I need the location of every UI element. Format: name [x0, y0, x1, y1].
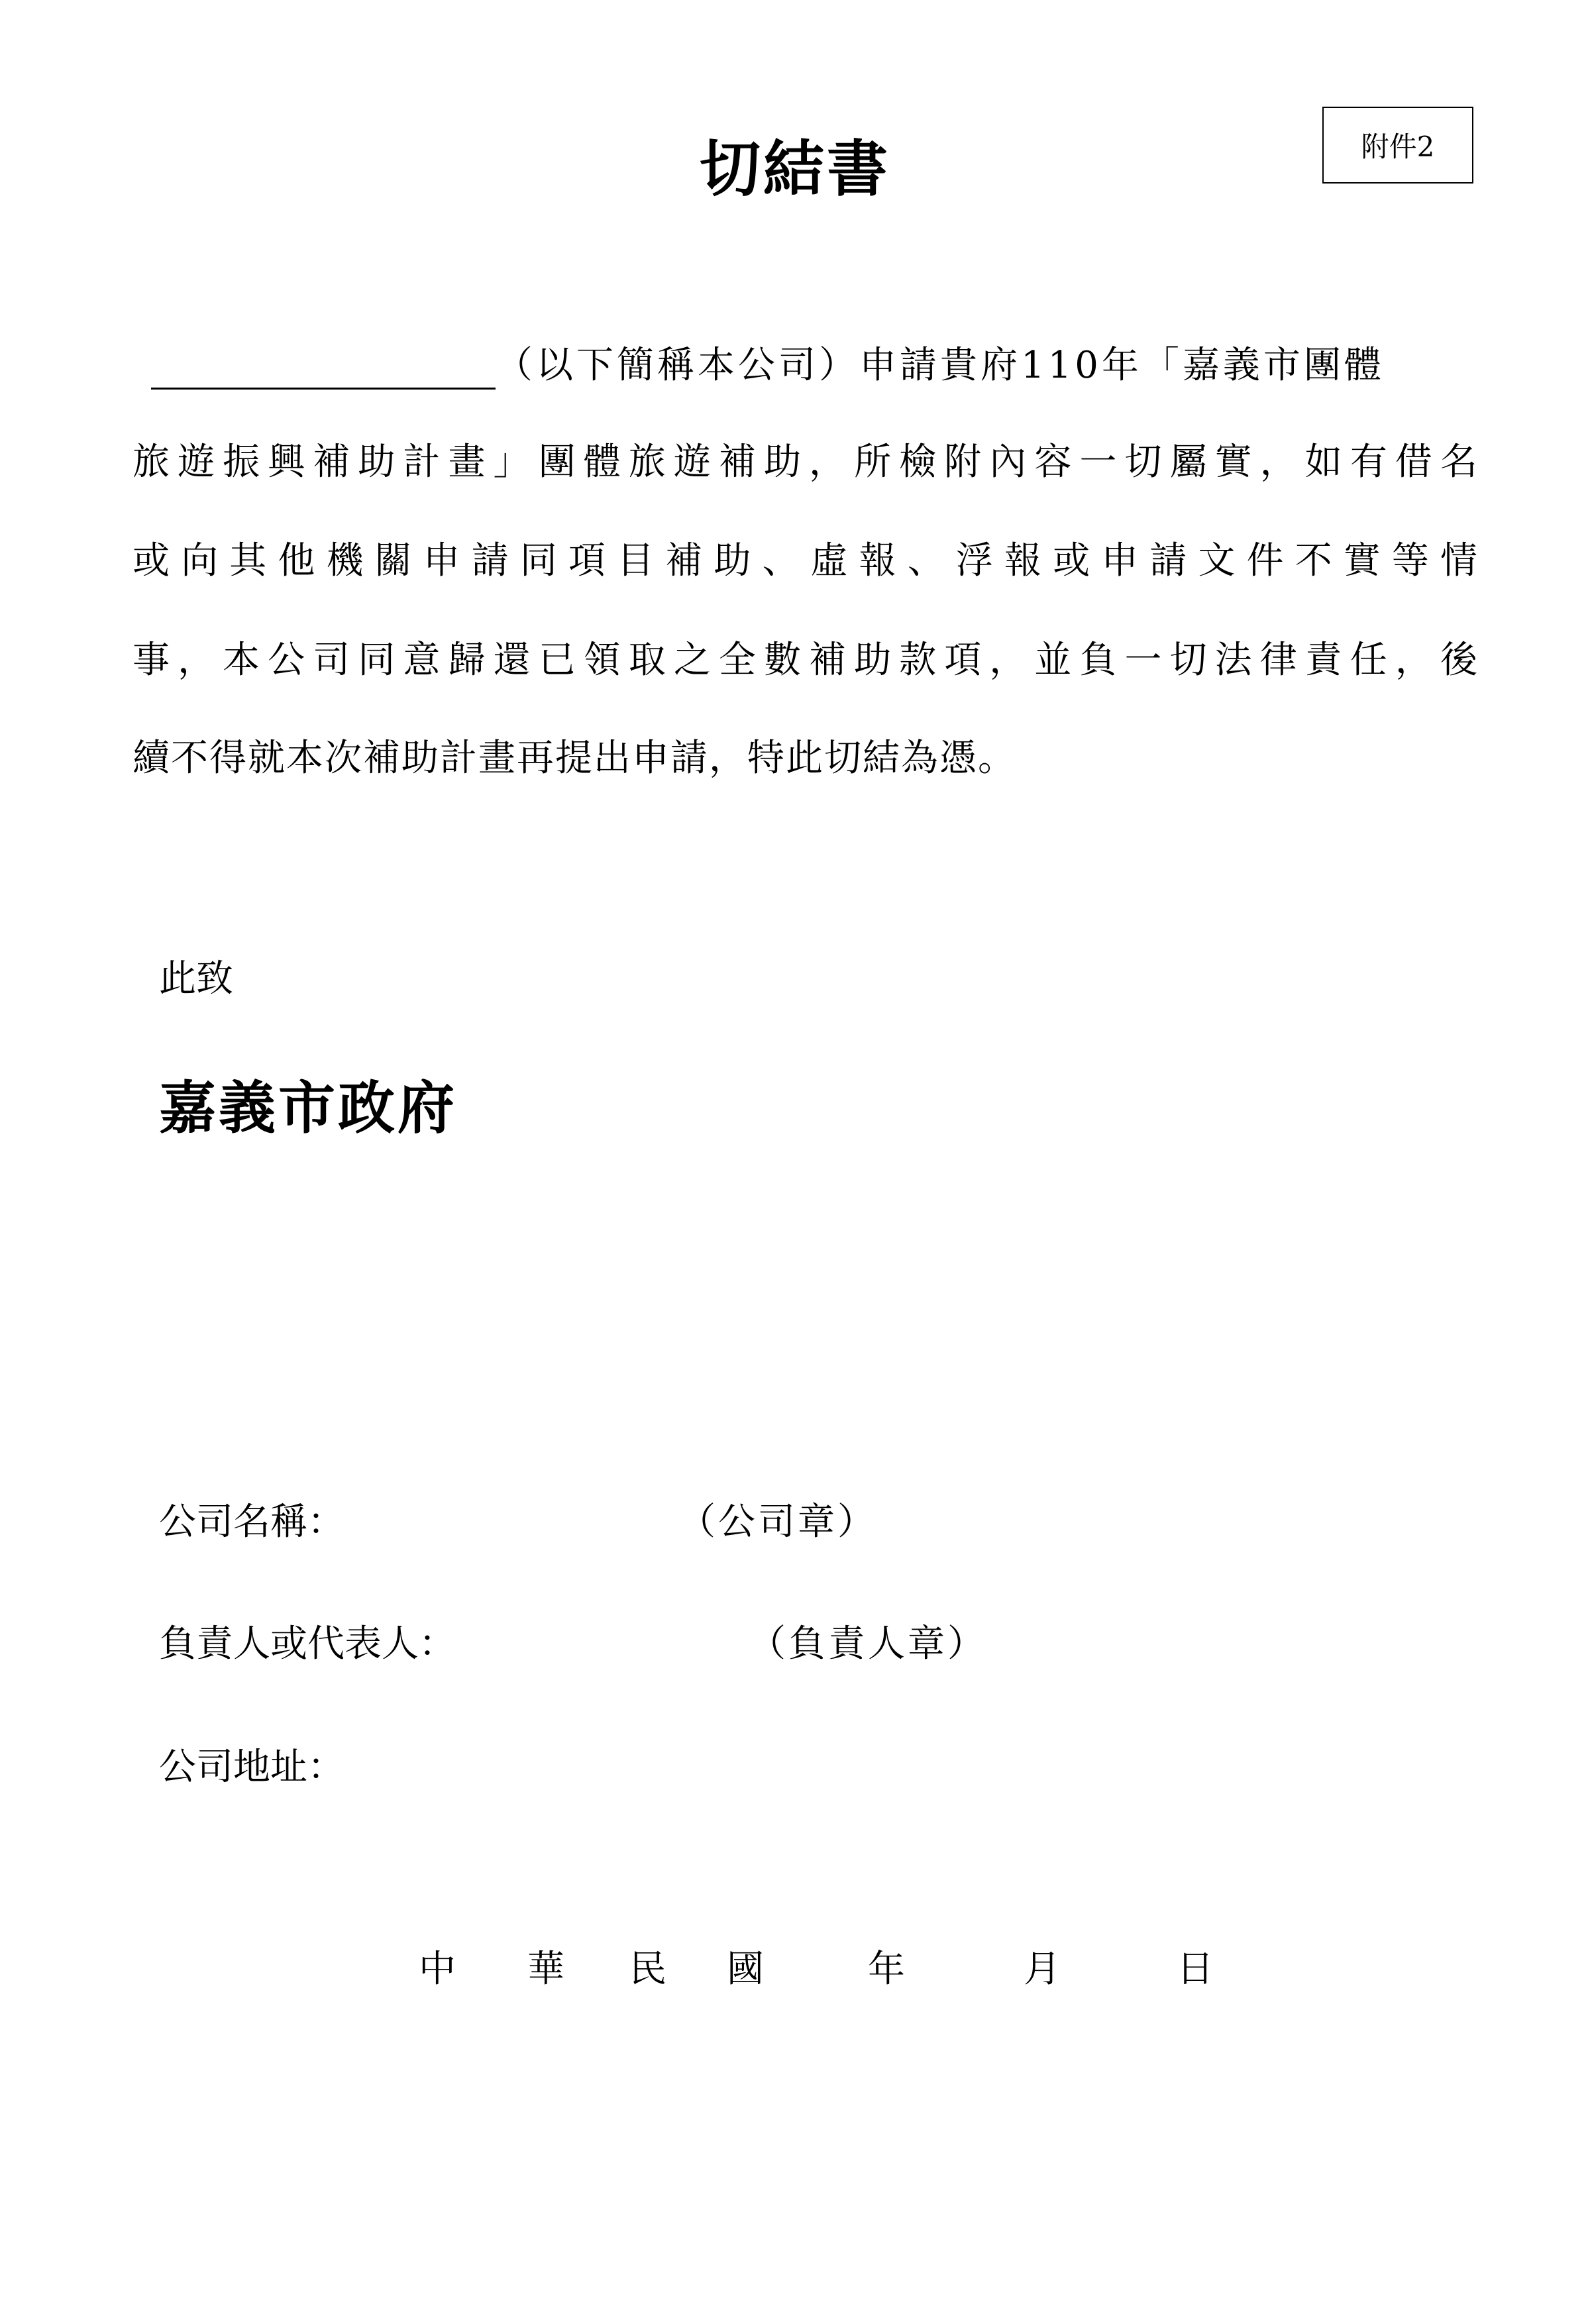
company-name-blank[interactable]	[151, 350, 496, 390]
closing-phrase: 此致	[159, 957, 233, 1000]
date-year: 年	[868, 1948, 905, 1991]
date-month: 月	[1024, 1948, 1061, 1991]
date-zhong: 中	[419, 1948, 456, 1991]
representative-seal-label: （負責人章）	[749, 1622, 987, 1665]
recipient: 嘉義市政府	[159, 1075, 457, 1141]
representative-label: 負責人或代表人：	[159, 1622, 456, 1665]
paragraph-line-4: 事，本公司同意歸還已領取之全數補助款項，並負一切法律責任，後	[132, 639, 1477, 682]
paragraph-line-3: 或向其他機關申請同項目補助、虛報、浮報或申請文件不實等情	[132, 539, 1477, 582]
paragraph-line-1	[132, 342, 1477, 390]
paragraph-line-5: 續不得就本次補助計畫再提出申請，特此切結為憑。	[132, 737, 1016, 780]
company-seal-label: （公司章）	[678, 1501, 877, 1544]
date-guo: 國	[727, 1948, 764, 1991]
date-day: 日	[1177, 1948, 1214, 1991]
paragraph-line-2: 旅遊振興補助計畫」團體旅遊補助，所檢附內容一切屬實，如有借名	[132, 441, 1477, 484]
page-title: 切結書	[699, 133, 890, 205]
date-min: 民	[629, 1948, 666, 1991]
paragraph-line-1-text: （以下簡稱本公司）申請貴府110年「嘉義市團體	[496, 344, 1385, 387]
company-name-label: 公司名稱：	[159, 1501, 344, 1544]
address-label: 公司地址：	[159, 1746, 344, 1789]
date-hua: 華	[527, 1948, 564, 1991]
attachment-label-text: 附件2	[1361, 131, 1435, 163]
